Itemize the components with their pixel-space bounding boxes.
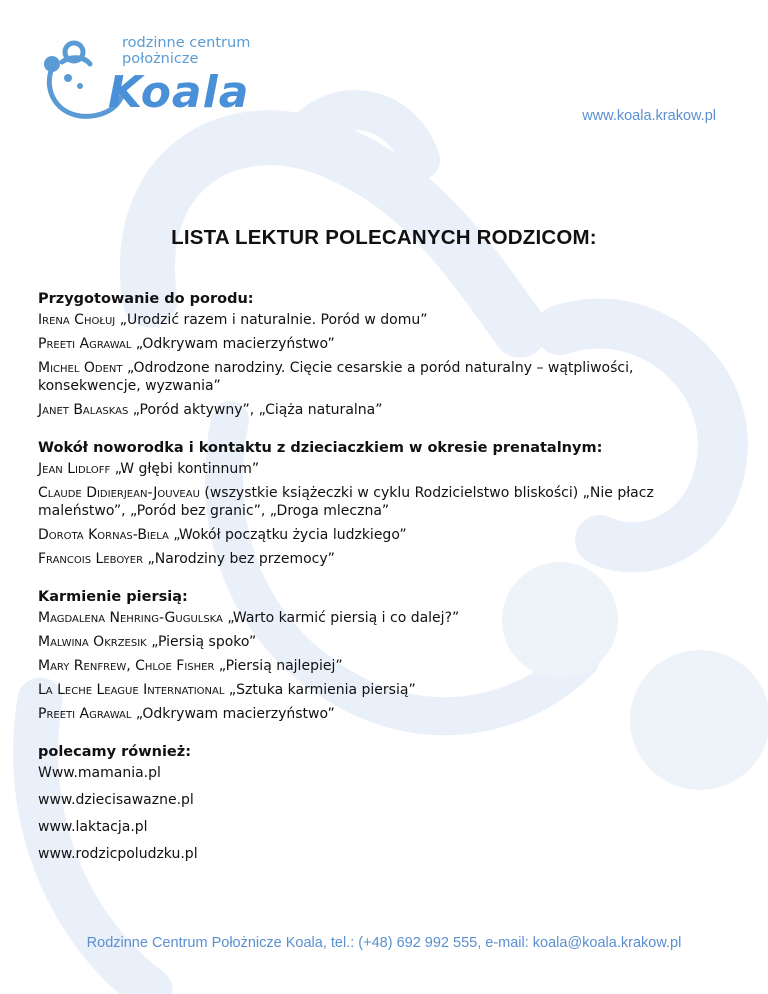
footer-contact: Rodzinne Centrum Położnicze Koala, tel.: (+48) 692 992 555, e-mail: koala@koala.krakow.pl — [86, 935, 682, 951]
list-item — [38, 550, 738, 568]
list-item — [38, 484, 738, 520]
section-heading: Przygotowanie do porodu: — [38, 291, 254, 307]
list-item — [38, 335, 738, 353]
author: Claude Didierjean-Jouveau — [38, 485, 200, 501]
recommended-link[interactable]: Www.mamania.pl — [38, 765, 161, 781]
website-link[interactable]: www.koala.krakow.pl — [582, 108, 716, 124]
list-item — [38, 657, 738, 675]
section-heading: Karmienie piersią: — [38, 589, 188, 605]
section-heading: Wokół noworodka i kontaktu z dzieciaczkiem w okresie prenatalnym: — [38, 440, 603, 456]
section-heading: polecamy również: — [38, 744, 192, 760]
list-item — [38, 681, 738, 699]
author: Malwina Okrzesik — [38, 634, 147, 650]
list-item — [38, 633, 738, 651]
koala-logo — [40, 30, 280, 130]
logo-subtitle-line2: położnicze — [122, 51, 199, 67]
section-newborn — [38, 439, 738, 568]
list-item — [38, 460, 738, 478]
book-title: „Narodziny bez przemocy” — [147, 551, 335, 567]
page-title: LISTA LEKTUR POLECANYCH RODZICOM: — [171, 226, 597, 249]
book-title: (wszystkie książeczki w cyklu Rodzicielstwo bliskości) „Nie płacz maleństwo”, „Poród bez granic”, „Droga mleczna” — [38, 485, 654, 519]
author: La Leche League International — [38, 682, 225, 698]
author: Dorota Kornas-Biela — [38, 527, 169, 543]
list-item — [38, 526, 738, 544]
author: Preeti Agrawal — [38, 336, 132, 352]
book-title: „Piersią najlepiej” — [218, 658, 343, 674]
section-birth-preparation — [38, 290, 738, 419]
list-item — [38, 311, 738, 329]
list-item — [38, 359, 738, 395]
author: Magdalena Nehring-Gugulska — [38, 610, 223, 626]
book-title: „Wokół początku życia ludzkiego” — [173, 527, 407, 543]
author: Michel Odent — [38, 360, 123, 376]
recommended-link[interactable]: www.laktacja.pl — [38, 819, 148, 835]
logo-name: Koala — [108, 67, 250, 118]
author: Preeti Agrawal — [38, 706, 132, 722]
book-title: „Odkrywam macierzyństwo” — [135, 336, 335, 352]
book-title: „Warto karmić piersią i co dalej?” — [227, 610, 460, 626]
author: Janet Balaskas — [38, 402, 129, 418]
reading-list — [38, 290, 738, 883]
book-title: „Piersią spoko” — [151, 634, 257, 650]
logo-subtitle-line1: rodzinne centrum — [122, 35, 251, 51]
author: Francois Leboyer — [38, 551, 144, 567]
author: Mary Renfrew, Chloe Fisher — [38, 658, 215, 674]
book-title: „Sztuka karmienia piersią” — [228, 682, 416, 698]
recommended-link[interactable]: www.rodzicpoludzku.pl — [38, 846, 198, 862]
book-title: „W głębi kontinnum” — [114, 461, 260, 477]
book-title: „Poród aktywny”, „Ciąża naturalna” — [132, 402, 383, 418]
book-title: „Odkrywam macierzyństwo” — [135, 706, 335, 722]
list-item — [38, 609, 738, 627]
book-title: „Odrodzone narodziny. Cięcie cesarskie a poród naturalny – wątpliwości, konsekwencje, wyzwania” — [38, 360, 634, 394]
list-item — [38, 705, 738, 723]
author: Jean Lidloff — [38, 461, 111, 477]
recommended-link[interactable]: www.dziecisawazne.pl — [38, 792, 194, 808]
section-recommended — [38, 743, 738, 863]
section-breastfeeding — [38, 588, 738, 723]
author: Irena Chołuj — [38, 312, 116, 328]
list-item — [38, 401, 738, 419]
book-title: „Urodzić razem i naturalnie. Poród w domu” — [119, 312, 428, 328]
